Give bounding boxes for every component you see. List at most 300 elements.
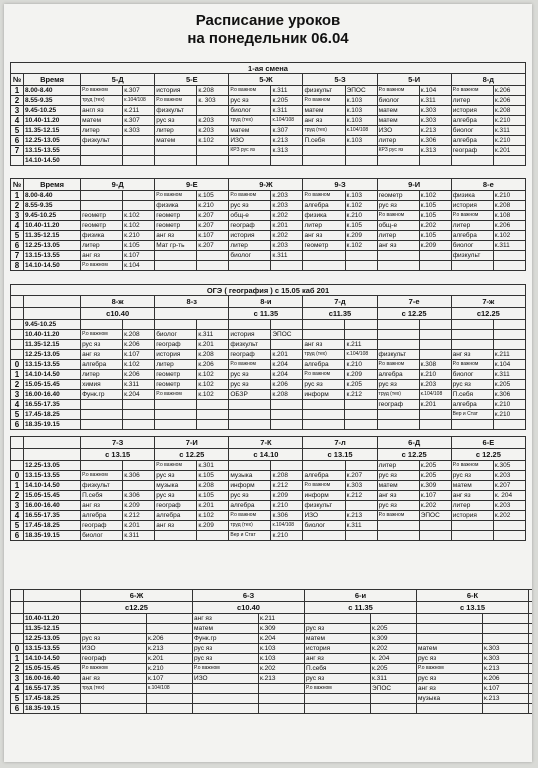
room-cell xyxy=(197,251,229,261)
subject-cell: матем xyxy=(377,106,419,116)
subject-cell: матем xyxy=(81,116,123,126)
lesson-number xyxy=(11,340,24,350)
room-cell xyxy=(493,420,525,430)
subject-cell: П.себя xyxy=(303,136,345,146)
room-cell: к.303 xyxy=(123,126,155,136)
room-cell: к.305 xyxy=(493,461,525,471)
lesson-number: 2 xyxy=(11,201,24,211)
subject-cell: физкульт xyxy=(155,106,197,116)
room-cell: к.203 xyxy=(271,191,303,201)
room-cell: к.210 xyxy=(271,501,303,511)
room-cell: к.206 xyxy=(493,86,525,96)
room-cell: ЭПОС xyxy=(419,511,451,521)
subject-cell xyxy=(81,614,147,624)
shift-label: 1-ая смена xyxy=(11,63,526,74)
room-cell: к.105 xyxy=(419,211,451,221)
subject-cell: Р.о важном xyxy=(451,461,493,471)
class-header: 5-Ж xyxy=(229,74,303,86)
subject-cell: анг яз xyxy=(193,614,259,624)
subject-cell xyxy=(451,521,493,531)
room-cell: к.209 xyxy=(123,501,155,511)
class-header: 9-Д xyxy=(81,179,155,191)
room-cell xyxy=(123,156,155,166)
lesson-time: 14.10-14.50 xyxy=(24,370,81,380)
room-cell: к.201 xyxy=(123,521,155,531)
room-cell xyxy=(197,261,229,271)
col-number: № xyxy=(11,179,24,191)
schedule-row xyxy=(11,634,533,644)
schedule-row xyxy=(11,380,526,390)
room-cell: к.104/108 xyxy=(147,684,193,694)
room-cell: к.103 xyxy=(345,106,377,116)
class-start-time: с12.25 xyxy=(81,602,193,614)
subject-cell: труд (тех) xyxy=(81,96,123,106)
room-cell: к.209 xyxy=(271,491,303,501)
subject-cell xyxy=(81,410,123,420)
subject-cell: матем xyxy=(155,136,197,146)
lesson-number: 1 xyxy=(11,654,24,664)
room-cell: к.103 xyxy=(345,136,377,146)
block1-header xyxy=(11,74,526,86)
room-cell: к.102 xyxy=(197,380,229,390)
lesson-time: 15.05-15.45 xyxy=(24,380,81,390)
subject-cell xyxy=(81,191,123,201)
room-cell: к.210 xyxy=(123,231,155,241)
lesson-time: 10.40-11.20 xyxy=(24,330,81,340)
subject-cell: матем xyxy=(377,481,419,491)
subject-cell: матем xyxy=(193,624,259,634)
room-cell: ЭПОС xyxy=(271,330,303,340)
room-cell: к.102 xyxy=(123,211,155,221)
empty-cell xyxy=(529,664,532,674)
room-cell: к.102 xyxy=(345,241,377,251)
room-cell: к.202 xyxy=(371,644,417,654)
room-cell xyxy=(493,521,525,531)
subject-cell xyxy=(229,261,271,271)
subject-cell: КРЗ рус яз xyxy=(229,146,271,156)
class-header: 5-И xyxy=(377,74,451,86)
class-header: 9-З xyxy=(303,179,377,191)
subject-cell: КРЗ рус яз xyxy=(377,146,419,156)
subject-cell: биолог xyxy=(303,521,345,531)
room-cell: к.210 xyxy=(197,201,229,211)
subject-cell: матем xyxy=(377,116,419,126)
room-cell: к.205 xyxy=(493,380,525,390)
lesson-time: 16.55-17.35 xyxy=(24,684,81,694)
room-cell xyxy=(371,614,417,624)
room-cell: к.213 xyxy=(147,644,193,654)
subject-cell xyxy=(81,461,123,471)
room-cell: к.102 xyxy=(123,360,155,370)
subject-cell: физкульт xyxy=(229,340,271,350)
subject-cell: Р.о важном xyxy=(81,261,123,271)
lesson-time: 16.55-17.35 xyxy=(24,511,81,521)
lesson-time: 11.35-12.15 xyxy=(24,231,81,241)
schedule-row xyxy=(11,340,526,350)
subject-cell: физкульт xyxy=(303,86,345,96)
room-cell: к.207 xyxy=(197,221,229,231)
room-cell: к.201 xyxy=(493,146,525,156)
lesson-time: 16.00-16.40 xyxy=(24,674,81,684)
subject-cell: история xyxy=(155,350,197,360)
room-cell: к.203 xyxy=(493,471,525,481)
subject-cell xyxy=(303,156,345,166)
room-cell: к.209 xyxy=(419,241,451,251)
schedule-row xyxy=(11,654,533,664)
room-cell xyxy=(147,614,193,624)
room-cell: к.107 xyxy=(197,231,229,241)
subject-cell xyxy=(305,694,371,704)
lesson-time: 10.40-11.20 xyxy=(24,116,81,126)
subject-cell: матем xyxy=(229,126,271,136)
subject-cell: рус яз xyxy=(229,380,271,390)
room-cell: к. 204 xyxy=(493,491,525,501)
subject-cell: географ xyxy=(155,501,197,511)
room-cell: к.210 xyxy=(271,531,303,541)
schedule-row xyxy=(11,116,526,126)
subject-cell: физика xyxy=(451,191,493,201)
room-cell xyxy=(271,400,303,410)
lesson-number: 4 xyxy=(11,511,24,521)
class-start-time: с 13.15 xyxy=(81,449,155,461)
subject-cell xyxy=(305,614,371,624)
subject-cell: географ xyxy=(451,146,493,156)
subject-cell: анг яз xyxy=(451,350,493,360)
room-cell: к.201 xyxy=(197,340,229,350)
room-cell xyxy=(419,340,451,350)
schedule-row xyxy=(11,156,526,166)
lesson-time: 8.55-9.35 xyxy=(24,96,81,106)
subject-cell: рус яз xyxy=(81,634,147,644)
subject-cell xyxy=(377,156,419,166)
subject-cell xyxy=(377,521,419,531)
room-cell: к.309 xyxy=(371,634,417,644)
subject-cell: общ-е xyxy=(229,211,271,221)
subject-cell: алгебра xyxy=(81,511,123,521)
subject-cell xyxy=(229,461,271,471)
subject-cell: история xyxy=(229,231,271,241)
lesson-time: 16.55-17.35 xyxy=(24,400,81,410)
lesson-time: 13.15-13.55 xyxy=(24,251,81,261)
lesson-time: 13.15-13.55 xyxy=(24,644,81,654)
room-cell: к.309 xyxy=(259,624,305,634)
subject-cell: литер xyxy=(155,360,197,370)
class-header: 5-Е xyxy=(155,74,229,86)
subject-cell: анг яз xyxy=(303,116,345,126)
room-cell: к.204 xyxy=(271,360,303,370)
room-cell: к.103 xyxy=(345,96,377,106)
schedule-row xyxy=(11,694,533,704)
lesson-time: 9.45-10.25 xyxy=(24,320,81,330)
room-cell xyxy=(123,146,155,156)
subject-cell xyxy=(417,624,483,634)
room-cell: к.211 xyxy=(259,614,305,624)
subject-cell xyxy=(377,340,419,350)
room-cell xyxy=(123,191,155,201)
subject-cell: алгебра xyxy=(229,501,271,511)
subject-cell: Р.о важном xyxy=(377,511,419,521)
schedule-row xyxy=(11,471,526,481)
subject-cell: информ xyxy=(303,491,345,501)
subject-cell xyxy=(81,420,123,430)
room-cell: к.104 xyxy=(493,360,525,370)
room-cell: к.104/108 xyxy=(271,521,303,531)
schedule-row xyxy=(11,96,526,106)
schedule-row xyxy=(11,531,526,541)
room-cell xyxy=(197,106,229,116)
room-cell: к.208 xyxy=(197,481,229,491)
lesson-number: 6 xyxy=(11,241,24,251)
subject-cell: биолог xyxy=(229,251,271,261)
room-cell: к.212 xyxy=(271,481,303,491)
room-cell xyxy=(271,261,303,271)
oge-table-8-7 xyxy=(10,284,526,430)
room-cell: к.108 xyxy=(493,211,525,221)
subject-cell: Р.о важном xyxy=(229,86,271,96)
room-cell xyxy=(419,330,451,340)
subject-cell: алгебра xyxy=(451,136,493,146)
subject-cell xyxy=(229,400,271,410)
subject-cell xyxy=(155,420,197,430)
room-cell: к.301 xyxy=(197,461,229,471)
room-cell xyxy=(483,704,529,714)
class-start-time: с12.25 xyxy=(451,308,525,320)
room-cell: к.202 xyxy=(419,221,451,231)
block3-header xyxy=(11,296,526,308)
room-cell: к.210 xyxy=(419,370,451,380)
lesson-number: 5 xyxy=(11,126,24,136)
room-cell xyxy=(493,330,525,340)
subject-cell: матем xyxy=(305,634,371,644)
lesson-time: 14.10-14.50 xyxy=(24,261,81,271)
subject-cell: Р.о важном xyxy=(377,360,419,370)
room-cell: к.104/108 xyxy=(419,390,451,400)
subject-cell: литер xyxy=(81,126,123,136)
subject-cell: информ xyxy=(303,390,345,400)
room-cell: к.203 xyxy=(197,116,229,126)
schedule-row xyxy=(11,664,533,674)
room-cell: к.105 xyxy=(197,471,229,481)
room-cell: к.213 xyxy=(345,511,377,521)
subject-cell xyxy=(155,261,197,271)
subject-cell: литер xyxy=(81,370,123,380)
room-cell xyxy=(493,340,525,350)
room-cell: к.103 xyxy=(259,654,305,664)
room-cell: к.208 xyxy=(197,350,229,360)
room-cell xyxy=(345,501,377,511)
subject-cell xyxy=(81,704,147,714)
subject-cell: рус яз xyxy=(193,654,259,664)
class-start-time: с 12.25 xyxy=(155,449,229,461)
subject-cell xyxy=(303,261,345,271)
schedule-row xyxy=(11,624,533,634)
room-cell: ЭПОС xyxy=(371,684,417,694)
subject-cell xyxy=(81,624,147,634)
empty-cell xyxy=(529,614,532,624)
subject-cell xyxy=(193,684,259,694)
lesson-number: 3 xyxy=(11,211,24,221)
room-cell xyxy=(271,461,303,471)
subject-cell: рус яз xyxy=(377,201,419,211)
empty-cell xyxy=(529,674,532,684)
room-cell: к.107 xyxy=(123,350,155,360)
lesson-number: 3 xyxy=(11,501,24,511)
room-cell xyxy=(493,531,525,541)
subject-cell: труд (тех) xyxy=(229,116,271,126)
subject-cell xyxy=(417,614,483,624)
subject-cell: рус яз xyxy=(229,491,271,501)
subject-cell xyxy=(377,330,419,340)
room-cell: к.307 xyxy=(271,126,303,136)
room-cell: к.311 xyxy=(271,251,303,261)
room-cell: к.208 xyxy=(493,106,525,116)
subject-cell: рус яз xyxy=(229,201,271,211)
room-cell: к.306 xyxy=(123,471,155,481)
room-cell xyxy=(483,614,529,624)
schedule-row xyxy=(11,126,526,136)
subject-cell: труд (тех) xyxy=(377,390,419,400)
subject-cell: Р.о важном xyxy=(229,360,271,370)
subject-cell: анг яз xyxy=(303,231,345,241)
room-cell: к.205 xyxy=(271,96,303,106)
room-cell xyxy=(345,261,377,271)
subject-cell: литер xyxy=(155,126,197,136)
lesson-number xyxy=(11,461,24,471)
subject-cell: геометр xyxy=(155,370,197,380)
class-start-time: с 11.35 xyxy=(229,308,303,320)
subject-cell: Р.о важном xyxy=(155,191,197,201)
subject-cell xyxy=(303,420,345,430)
subject-cell xyxy=(303,251,345,261)
lesson-number: 1 xyxy=(11,481,24,491)
empty-cell xyxy=(529,624,532,634)
room-cell: к.212 xyxy=(345,491,377,501)
room-cell: к.208 xyxy=(271,471,303,481)
subject-cell: алгебра xyxy=(81,360,123,370)
room-cell: к.211 xyxy=(493,350,525,360)
lesson-time: 17.45-18.25 xyxy=(24,410,81,420)
schedule-row xyxy=(11,674,533,684)
schedule-row xyxy=(11,644,533,654)
subject-cell: Р.о важном xyxy=(377,86,419,96)
empty-cell xyxy=(529,684,532,694)
lesson-number: 3 xyxy=(11,674,24,684)
class-header: 8-д xyxy=(451,74,525,86)
room-cell: к.303 xyxy=(483,654,529,664)
subject-cell xyxy=(155,320,197,330)
subject-cell: физкульт xyxy=(451,251,493,261)
subject-cell xyxy=(377,320,419,330)
subject-cell: физика xyxy=(155,201,197,211)
block5-starts xyxy=(11,602,533,614)
subject-cell: алгебра xyxy=(377,370,419,380)
subject-cell xyxy=(377,251,419,261)
subject-cell: физкульт xyxy=(81,481,123,491)
room-cell: к.207 xyxy=(197,211,229,221)
room-cell: к.102 xyxy=(123,221,155,231)
room-cell: к.210 xyxy=(493,191,525,201)
subject-cell: информ xyxy=(229,481,271,491)
subject-cell: ОБЗР xyxy=(229,390,271,400)
schedule-row xyxy=(11,461,526,471)
room-cell: к.213 xyxy=(483,694,529,704)
lesson-number: 4 xyxy=(11,400,24,410)
lesson-time: 11.35-12.15 xyxy=(24,624,81,634)
room-cell: к.202 xyxy=(271,211,303,221)
lesson-time: 14.10-14.50 xyxy=(24,156,81,166)
room-cell xyxy=(419,350,451,360)
class-header: 8-е xyxy=(451,179,525,191)
lesson-number: 2 xyxy=(11,664,24,674)
subject-cell: рус яз xyxy=(305,624,371,634)
subject-cell: Р.о важном xyxy=(303,191,345,201)
lesson-time: 12.25-13.05 xyxy=(24,634,81,644)
subject-cell: рус яз xyxy=(229,370,271,380)
room-cell xyxy=(345,461,377,471)
subject-cell: история xyxy=(155,86,197,96)
room-cell: к.107 xyxy=(147,674,193,684)
subject-cell: химия xyxy=(81,380,123,390)
room-cell: к.201 xyxy=(147,654,193,664)
lesson-time: 15.05-15.45 xyxy=(24,491,81,501)
lesson-time: 18.35-19.15 xyxy=(24,704,81,714)
room-cell xyxy=(197,410,229,420)
room-cell: к.102 xyxy=(197,511,229,521)
room-cell xyxy=(345,146,377,156)
subject-cell: физкульт xyxy=(377,350,419,360)
room-cell: к.211 xyxy=(123,106,155,116)
subject-cell xyxy=(417,634,483,644)
schedule-title: Расписание уроков xyxy=(195,12,341,29)
room-cell: к.213 xyxy=(419,126,451,136)
subject-cell: рус яз xyxy=(303,380,345,390)
lesson-time: 13.15-13.55 xyxy=(24,471,81,481)
room-cell: к.210 xyxy=(345,360,377,370)
subject-cell: алгебра xyxy=(303,360,345,370)
room-cell xyxy=(483,634,529,644)
room-cell: к.206 xyxy=(123,370,155,380)
schedule-row xyxy=(11,684,533,694)
room-cell: к.306 xyxy=(493,390,525,400)
room-cell: к.213 xyxy=(483,664,529,674)
room-cell: к.306 xyxy=(123,491,155,501)
lesson-time: 17.45-18.25 xyxy=(24,694,81,704)
room-cell: к.313 xyxy=(419,146,451,156)
block2-header xyxy=(11,179,526,191)
class-header: 6-Д xyxy=(377,437,451,449)
room-cell: к.202 xyxy=(271,231,303,241)
room-cell: к.204 xyxy=(271,370,303,380)
subject-cell xyxy=(417,704,483,714)
subject-cell: биолог xyxy=(155,330,197,340)
room-cell: к.203 xyxy=(271,241,303,251)
class-start-time: с 11.35 xyxy=(305,602,417,614)
schedule-row xyxy=(11,330,526,340)
room-cell xyxy=(345,410,377,420)
block4-header xyxy=(11,437,526,449)
subject-cell: история xyxy=(451,201,493,211)
class-header: 6-К xyxy=(417,590,529,602)
schedule-row xyxy=(11,191,526,201)
subject-cell: географ xyxy=(81,654,147,664)
room-cell xyxy=(259,694,305,704)
room-cell xyxy=(419,261,451,271)
lesson-number: 6 xyxy=(11,420,24,430)
subject-cell: Р.о важном xyxy=(303,370,345,380)
subject-cell: матем xyxy=(417,644,483,654)
room-cell: к.311 xyxy=(345,521,377,531)
subject-cell: рус яз xyxy=(81,340,123,350)
